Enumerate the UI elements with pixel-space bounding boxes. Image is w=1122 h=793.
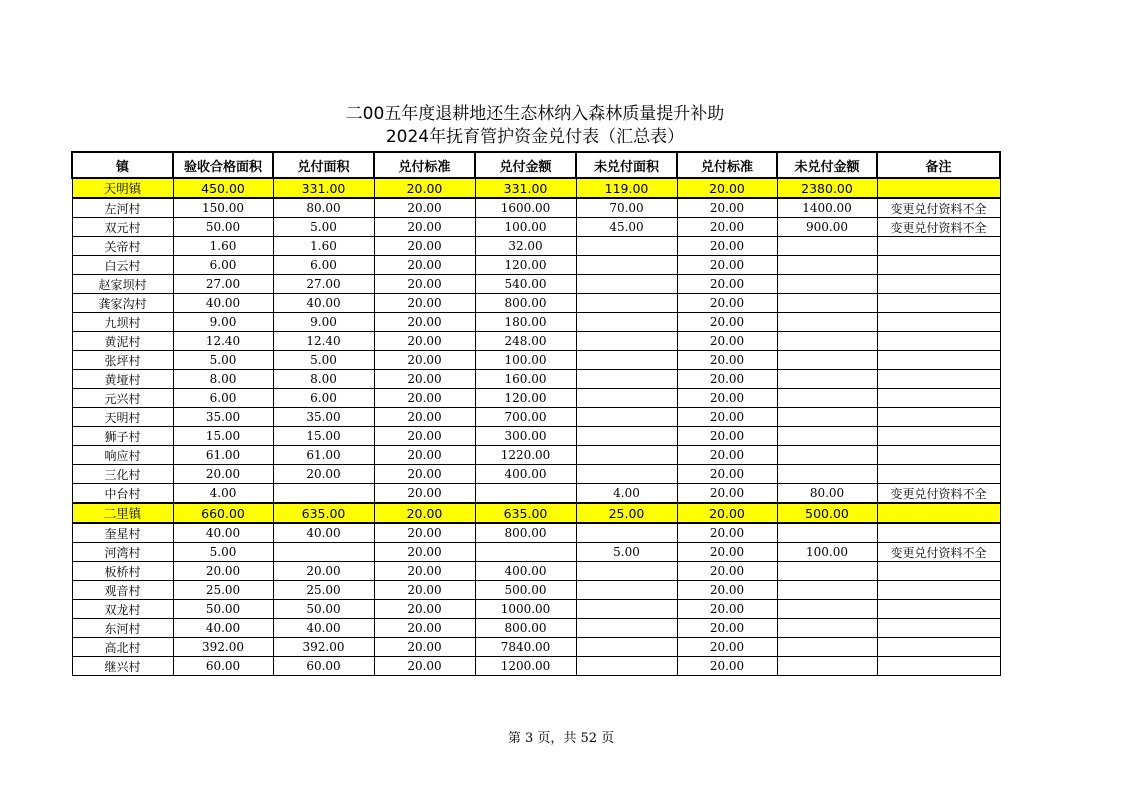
cell-name[interactable]: 东河村 [72,619,173,638]
table-row [72,256,1000,275]
table-cell[interactable]: 20.00 [677,427,777,446]
cell-name[interactable]: 双龙村 [72,600,173,619]
table-cell[interactable]: 20.00 [374,256,475,275]
table-cell[interactable]: 5.00 [576,543,677,562]
table-cell[interactable]: 1.60 [173,237,273,256]
table-cell[interactable] [576,523,677,543]
table-cell[interactable]: 6.00 [273,256,374,275]
cell-name[interactable]: 关帝村 [72,237,173,256]
table-cell[interactable]: 50.00 [273,600,374,619]
cell-name[interactable]: 板桥村 [72,562,173,581]
table-cell[interactable]: 15.00 [273,427,374,446]
table-cell[interactable]: 20.00 [677,465,777,484]
table-cell[interactable]: 20.00 [677,313,777,332]
cell-remark[interactable] [877,638,1000,657]
table-cell[interactable] [576,581,677,600]
table-cell[interactable]: 61.00 [173,446,273,465]
cell-remark[interactable] [877,600,1000,619]
table-cell[interactable]: 635.00 [273,503,374,523]
header-row [72,152,1000,178]
table-cell[interactable]: 20.00 [677,543,777,562]
table-cell[interactable]: 20.00 [677,275,777,294]
table-cell[interactable]: 100.00 [777,543,877,562]
table-row [72,332,1000,351]
cell-remark[interactable] [877,562,1000,581]
page-footer: 第 3 页，共 52 页 [507,731,615,746]
table-cell[interactable] [576,408,677,427]
cell-remark[interactable]: 变更兑付资料不全 [877,218,1000,237]
table-row [72,275,1000,294]
table-cell[interactable]: 1000.00 [475,600,576,619]
table-cell[interactable]: 20.00 [374,218,475,237]
table-cell[interactable]: 20.00 [677,446,777,465]
cell-name[interactable]: 九坝村 [72,313,173,332]
table-cell[interactable]: 6.00 [173,389,273,408]
report-title-line2: 2024年抚育管护资金兑付表（汇总表） [385,127,685,147]
table-cell[interactable]: 500.00 [475,581,576,600]
table-cell[interactable] [777,370,877,389]
table-cell[interactable]: 6.00 [173,256,273,275]
table-cell[interactable] [777,275,877,294]
table-cell[interactable]: 1220.00 [475,446,576,465]
table-cell[interactable]: 20.00 [677,370,777,389]
table-cell[interactable]: 120.00 [475,389,576,408]
table-cell[interactable]: 20.00 [374,427,475,446]
cell-remark[interactable]: 变更兑付资料不全 [877,198,1000,218]
cell-name[interactable]: 天明镇 [72,178,173,198]
table-cell[interactable]: 20.00 [374,389,475,408]
table-cell[interactable]: 300.00 [475,427,576,446]
table-cell[interactable]: 80.00 [777,484,877,504]
table-cell[interactable] [576,446,677,465]
cell-remark[interactable]: 变更兑付资料不全 [877,543,1000,562]
table-cell[interactable] [576,256,677,275]
table-cell[interactable]: 20.00 [374,619,475,638]
cell-name[interactable]: 三化村 [72,465,173,484]
table-cell[interactable]: 9.00 [173,313,273,332]
table-row [72,600,1000,619]
table-cell[interactable] [576,294,677,313]
cell-name[interactable]: 响应村 [72,446,173,465]
table-cell[interactable]: 20.00 [677,523,777,543]
table-cell[interactable]: 40.00 [173,619,273,638]
table-cell[interactable]: 20.00 [374,562,475,581]
table-cell[interactable]: 20.00 [677,408,777,427]
table-cell[interactable]: 5.00 [273,218,374,237]
table-cell[interactable]: 12.40 [173,332,273,351]
cell-remark[interactable] [877,256,1000,275]
report-title-line1: 二00五年度退耕地还生态林纳入森林质量提升补助 [345,104,725,124]
table-cell[interactable] [777,313,877,332]
table-cell[interactable] [576,370,677,389]
cell-name[interactable]: 继兴村 [72,657,173,676]
table-cell[interactable]: 20.00 [374,581,475,600]
cell-remark[interactable] [877,657,1000,676]
table-cell[interactable]: 5.00 [273,351,374,370]
table-cell[interactable]: 20.00 [374,543,475,562]
table-row [72,581,1000,600]
table-cell[interactable]: 40.00 [273,523,374,543]
table-cell[interactable]: 8.00 [173,370,273,389]
table-row [72,619,1000,638]
payment-summary-table [71,151,1001,676]
table-cell[interactable]: 20.00 [374,237,475,256]
table-cell[interactable]: 800.00 [475,523,576,543]
table-cell[interactable]: 450.00 [173,178,273,198]
table-cell[interactable]: 35.00 [173,408,273,427]
table-cell[interactable]: 15.00 [173,427,273,446]
table-cell[interactable]: 12.40 [273,332,374,351]
table-cell[interactable]: 6.00 [273,389,374,408]
table-cell[interactable]: 20.00 [677,562,777,581]
table-cell[interactable]: 20.00 [374,638,475,657]
table-row [72,638,1000,657]
cell-remark[interactable] [877,313,1000,332]
table-cell[interactable]: 20.00 [677,218,777,237]
table-cell[interactable]: 20.00 [677,581,777,600]
table-cell[interactable] [576,657,677,676]
table-cell[interactable]: 25.00 [173,581,273,600]
table-cell[interactable]: 20.00 [677,657,777,676]
table-cell[interactable] [777,619,877,638]
table-cell[interactable] [777,389,877,408]
table-cell[interactable] [777,237,877,256]
table-cell[interactable]: 50.00 [173,218,273,237]
header-paid-amount[interactable]: 兑付金额 [475,152,576,178]
cell-name[interactable]: 黄垭村 [72,370,173,389]
table-cell[interactable]: 392.00 [273,638,374,657]
table-cell[interactable]: 1600.00 [475,198,576,218]
table-cell[interactable]: 100.00 [475,351,576,370]
table-cell[interactable] [777,427,877,446]
table-cell[interactable]: 20.00 [374,198,475,218]
table-cell[interactable]: 20.00 [677,600,777,619]
table-cell[interactable]: 4.00 [173,484,273,504]
cell-remark[interactable] [877,294,1000,313]
table-row [72,198,1000,218]
table-row [72,351,1000,370]
cell-remark[interactable] [877,178,1000,198]
cell-name[interactable]: 黄泥村 [72,332,173,351]
table-cell[interactable]: 20.00 [677,351,777,370]
table-cell[interactable]: 27.00 [273,275,374,294]
cell-remark[interactable] [877,237,1000,256]
table-cell[interactable]: 20.00 [677,619,777,638]
table-cell[interactable] [777,351,877,370]
cell-remark[interactable] [877,446,1000,465]
table-cell[interactable]: 20.00 [677,332,777,351]
header-remarks[interactable]: 备注 [877,152,1000,178]
cell-name[interactable]: 观音村 [72,581,173,600]
table-cell[interactable]: 150.00 [173,198,273,218]
table-cell[interactable] [777,294,877,313]
table-cell[interactable]: 1400.00 [777,198,877,218]
table-cell[interactable]: 40.00 [273,294,374,313]
table-cell[interactable]: 40.00 [173,523,273,543]
table-cell[interactable] [777,523,877,543]
table-cell[interactable]: 400.00 [475,465,576,484]
table-cell[interactable]: 20.00 [677,256,777,275]
table-cell[interactable] [777,256,877,275]
table-cell[interactable]: 20.00 [677,638,777,657]
table-cell[interactable]: 40.00 [173,294,273,313]
cell-remark[interactable] [877,332,1000,351]
cell-remark[interactable] [877,523,1000,543]
table-row [72,389,1000,408]
table-cell[interactable]: 331.00 [273,178,374,198]
table-cell[interactable]: 20.00 [374,313,475,332]
table-cell[interactable]: 27.00 [173,275,273,294]
table-cell[interactable]: 80.00 [273,198,374,218]
table-cell[interactable] [475,543,576,562]
table-cell[interactable]: 20.00 [173,465,273,484]
table-cell[interactable]: 20.00 [374,600,475,619]
table-cell[interactable] [777,408,877,427]
cell-name[interactable]: 双元村 [72,218,173,237]
table-row [72,370,1000,389]
table-cell[interactable]: 20.00 [374,332,475,351]
table-cell[interactable]: 20.00 [677,503,777,523]
cell-remark[interactable]: 变更兑付资料不全 [877,484,1000,504]
table-cell[interactable]: 20.00 [677,389,777,408]
table-cell[interactable]: 45.00 [576,218,677,237]
table-row [72,523,1000,543]
table-cell[interactable]: 20.00 [273,562,374,581]
table-cell[interactable]: 61.00 [273,446,374,465]
table-row [72,218,1000,237]
header-unpaid-amount[interactable]: 未兑付金额 [777,152,877,178]
table-row [72,543,1000,562]
header-town[interactable]: 镇 [72,152,173,178]
table-cell[interactable]: 9.00 [273,313,374,332]
cell-name[interactable]: 元兴村 [72,389,173,408]
table-cell[interactable]: 900.00 [777,218,877,237]
table-cell[interactable]: 119.00 [576,178,677,198]
table-cell[interactable]: 50.00 [173,600,273,619]
table-cell[interactable]: 1200.00 [475,657,576,676]
table-cell[interactable]: 800.00 [475,619,576,638]
table-cell[interactable] [777,657,877,676]
table-cell[interactable] [777,581,877,600]
table-cell[interactable]: 20.00 [374,351,475,370]
table-cell[interactable]: 20.00 [677,294,777,313]
table-cell[interactable] [576,351,677,370]
table-cell[interactable]: 400.00 [475,562,576,581]
table-row [72,446,1000,465]
table-cell[interactable]: 25.00 [576,503,677,523]
table-cell[interactable]: 635.00 [475,503,576,523]
table-cell[interactable] [273,484,374,504]
table-cell[interactable]: 25.00 [273,581,374,600]
table-cell[interactable] [576,275,677,294]
cell-remark[interactable] [877,275,1000,294]
table-cell[interactable]: 540.00 [475,275,576,294]
table-cell[interactable]: 20.00 [374,465,475,484]
table-cell[interactable] [576,332,677,351]
town-summary-row [72,178,1000,198]
cell-name[interactable]: 中台村 [72,484,173,504]
table-row [72,427,1000,446]
table-cell[interactable]: 2380.00 [777,178,877,198]
table-cell[interactable]: 120.00 [475,256,576,275]
cell-name[interactable]: 白云村 [72,256,173,275]
cell-name[interactable]: 赵家坝村 [72,275,173,294]
table-cell[interactable]: 20.00 [677,237,777,256]
table-cell[interactable]: 20.00 [374,446,475,465]
table-cell[interactable] [777,600,877,619]
table-cell[interactable] [273,543,374,562]
table-cell[interactable] [777,446,877,465]
table-cell[interactable] [576,619,677,638]
table-cell[interactable]: 1.60 [273,237,374,256]
table-cell[interactable] [576,389,677,408]
cell-remark[interactable] [877,503,1000,523]
cell-name[interactable]: 高北村 [72,638,173,657]
table-row [72,313,1000,332]
table-cell[interactable]: 20.00 [173,562,273,581]
header-accepted-area[interactable]: 验收合格面积 [173,152,273,178]
cell-name[interactable]: 二里镇 [72,503,173,523]
table-cell[interactable] [576,562,677,581]
table-cell[interactable] [777,332,877,351]
table-cell[interactable]: 20.00 [374,408,475,427]
table-cell[interactable]: 8.00 [273,370,374,389]
table-cell[interactable]: 20.00 [374,370,475,389]
table-cell[interactable]: 20.00 [374,275,475,294]
table-row [72,657,1000,676]
table-cell[interactable]: 4.00 [576,484,677,504]
table-cell[interactable] [576,427,677,446]
table-row [72,484,1000,504]
table-cell[interactable] [576,600,677,619]
table-cell[interactable]: 100.00 [475,218,576,237]
header-pay-standard-2[interactable]: 兑付标准 [677,152,777,178]
cell-name[interactable]: 河湾村 [72,543,173,562]
table-cell[interactable]: 20.00 [677,178,777,198]
table-cell[interactable]: 20.00 [374,503,475,523]
table-body [72,178,1000,676]
table-cell[interactable] [777,562,877,581]
cell-remark[interactable] [877,581,1000,600]
table-cell[interactable]: 160.00 [475,370,576,389]
cell-name[interactable]: 张坪村 [72,351,173,370]
table-cell[interactable] [475,484,576,504]
cell-remark[interactable] [877,619,1000,638]
table-cell[interactable]: 500.00 [777,503,877,523]
table-cell[interactable]: 660.00 [173,503,273,523]
table-cell[interactable]: 70.00 [576,198,677,218]
table-row [72,408,1000,427]
table-cell[interactable] [576,313,677,332]
header-pay-standard[interactable]: 兑付标准 [374,152,475,178]
table-cell[interactable]: 20.00 [374,178,475,198]
table-cell[interactable] [576,237,677,256]
cell-name[interactable]: 狮子村 [72,427,173,446]
table-cell[interactable]: 20.00 [273,465,374,484]
table-cell[interactable]: 40.00 [273,619,374,638]
table-cell[interactable]: 5.00 [173,543,273,562]
table-cell[interactable]: 700.00 [475,408,576,427]
cell-name[interactable]: 左河村 [72,198,173,218]
table-cell[interactable]: 60.00 [273,657,374,676]
table-cell[interactable] [777,638,877,657]
cell-remark[interactable] [877,389,1000,408]
table-cell[interactable]: 7840.00 [475,638,576,657]
table-cell[interactable]: 20.00 [374,294,475,313]
cell-remark[interactable] [877,351,1000,370]
table-cell[interactable]: 180.00 [475,313,576,332]
table-cell[interactable]: 331.00 [475,178,576,198]
table-row [72,562,1000,581]
table-cell[interactable]: 5.00 [173,351,273,370]
table-row [72,465,1000,484]
table-cell[interactable]: 20.00 [374,484,475,504]
table-cell[interactable]: 32.00 [475,237,576,256]
table-cell[interactable]: 800.00 [475,294,576,313]
cell-remark[interactable] [877,408,1000,427]
cell-remark[interactable] [877,427,1000,446]
header-unpaid-area[interactable]: 未兑付面积 [576,152,677,178]
cell-name[interactable]: 龚家沟村 [72,294,173,313]
table-cell[interactable]: 20.00 [677,198,777,218]
town-summary-row [72,503,1000,523]
table-cell[interactable] [576,465,677,484]
cell-name[interactable]: 奎星村 [72,523,173,543]
table-cell[interactable]: 20.00 [374,657,475,676]
table-cell[interactable]: 60.00 [173,657,273,676]
cell-remark[interactable] [877,465,1000,484]
table-row [72,294,1000,313]
table-row [72,237,1000,256]
table-cell[interactable]: 20.00 [677,484,777,504]
table-cell[interactable]: 35.00 [273,408,374,427]
header-paid-area[interactable]: 兑付面积 [273,152,374,178]
table-cell[interactable]: 392.00 [173,638,273,657]
cell-name[interactable]: 天明村 [72,408,173,427]
table-cell[interactable] [777,465,877,484]
table-cell[interactable]: 248.00 [475,332,576,351]
table-cell[interactable] [576,638,677,657]
cell-remark[interactable] [877,370,1000,389]
table-cell[interactable]: 20.00 [374,523,475,543]
